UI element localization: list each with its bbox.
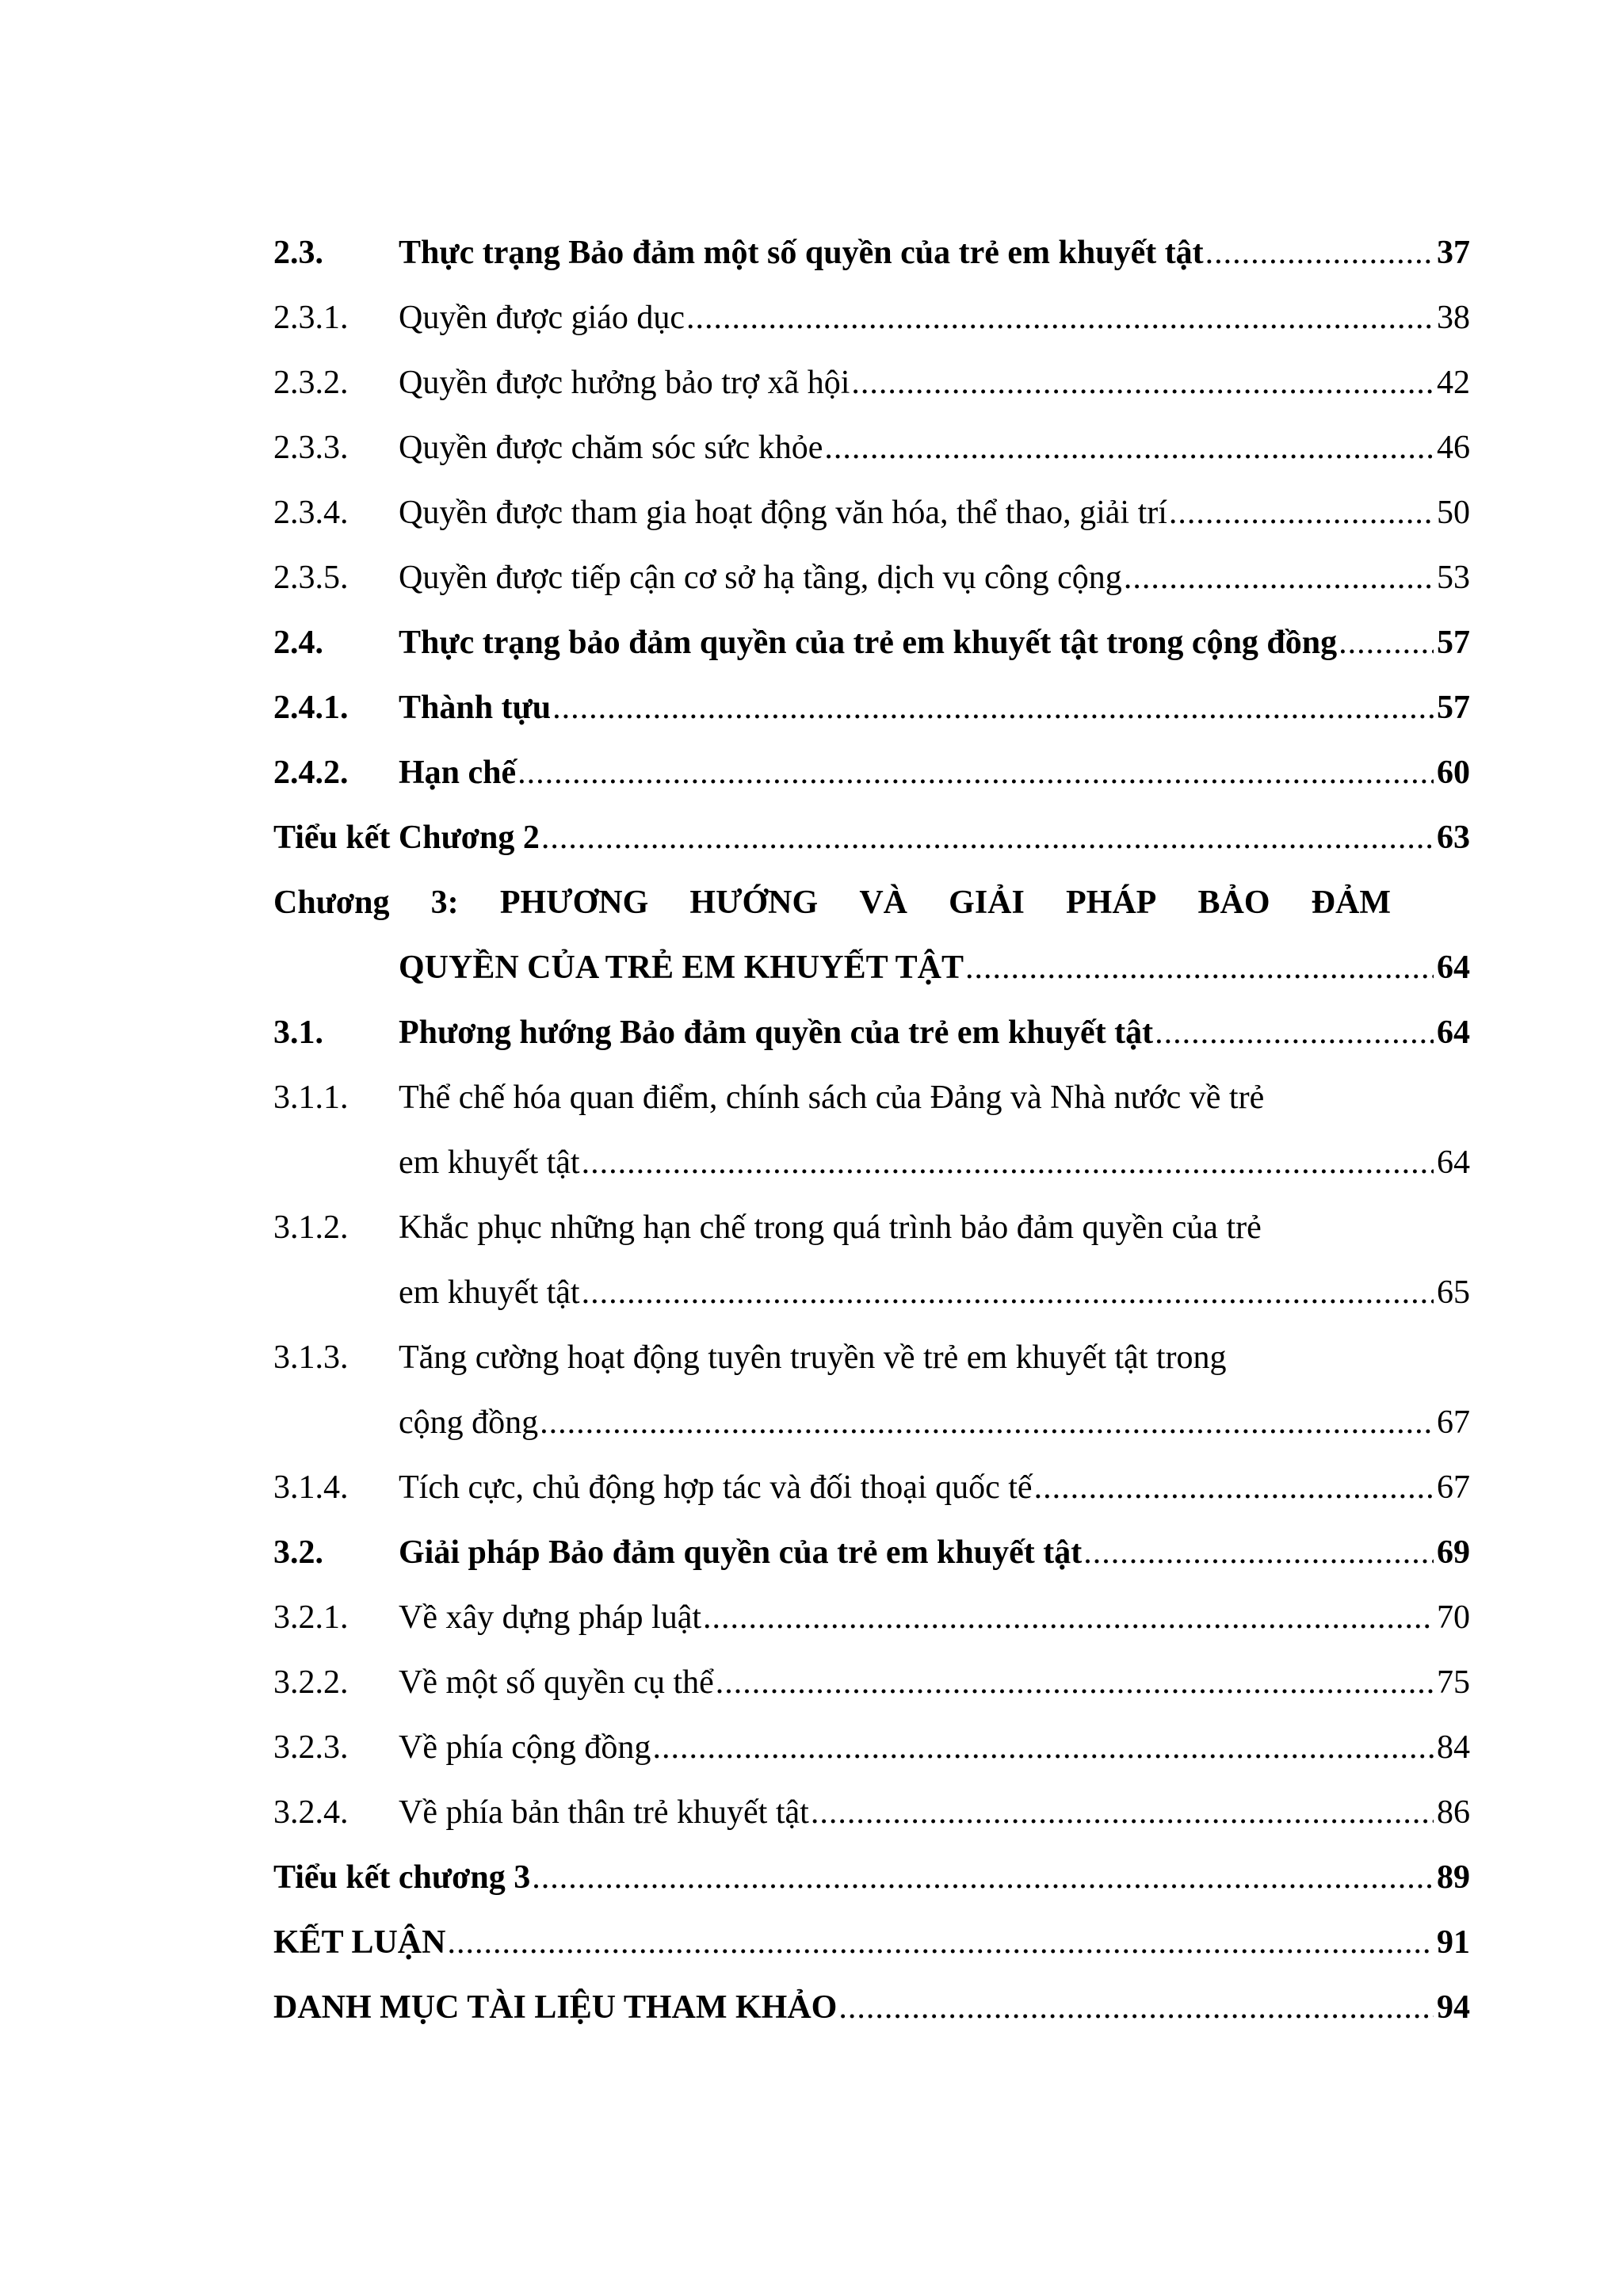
dot-leader (965, 949, 1434, 987)
toc-entry-title: DANH MỤC TÀI LIỆU THAM KHẢO (273, 1989, 838, 2026)
toc-entry-page: 86 (1437, 1794, 1470, 1831)
toc-entry-title: Thực trạng Bảo đảm một số quyền của trẻ em khuyết tật (399, 235, 1204, 271)
toc-entry[interactable] (273, 740, 1470, 805)
dot-leader (652, 1729, 1434, 1767)
toc-heading-word: VÀ (859, 884, 907, 921)
toc-entry-chapter-heading[interactable] (273, 870, 1470, 935)
toc-entry-number: 3.1.1. (273, 1079, 349, 1116)
toc-entry-page: 91 (1437, 1924, 1470, 1961)
toc-entry-page: 37 (1437, 235, 1470, 271)
toc-entry-number: 3.2.1. (273, 1599, 349, 1636)
toc-entry-title: Phương hướng Bảo đảm quyền của trẻ em khuyết tật (399, 1014, 1154, 1051)
dot-leader (1124, 559, 1434, 597)
toc-entry-page: 53 (1437, 560, 1470, 596)
toc-entry[interactable] (273, 1455, 1470, 1520)
toc-entry-number: 3.1.4. (273, 1469, 349, 1506)
toc-entry-title: cộng đồng (399, 1404, 539, 1441)
toc-entry-page: 67 (1437, 1404, 1470, 1441)
toc-entry-page: 69 (1437, 1534, 1470, 1571)
toc-entry-page: 50 (1437, 495, 1470, 531)
toc-entry-line1[interactable] (273, 1065, 1470, 1130)
toc-entry[interactable] (273, 1000, 1470, 1065)
toc-heading-word: Chương (273, 884, 390, 921)
toc-entry[interactable] (273, 1780, 1470, 1845)
toc-entry-number: 3.2. (273, 1534, 323, 1571)
dot-leader (703, 1599, 1434, 1637)
toc-entry-page: 60 (1437, 755, 1470, 791)
toc-entry-page: 42 (1437, 365, 1470, 401)
toc-entry-number: 3.2.2. (273, 1664, 349, 1701)
toc-entry[interactable] (273, 285, 1470, 350)
toc-entry-title: Thành tựu (399, 690, 552, 726)
toc-entry-title: KẾT LUẬN (273, 1924, 446, 1961)
toc-entry-title: em khuyết tật (399, 1274, 580, 1311)
dot-leader (811, 1794, 1434, 1832)
toc-entry-page: 89 (1437, 1859, 1470, 1896)
toc-entry-number: 3.1.2. (273, 1209, 349, 1246)
toc-entry-page: 57 (1437, 690, 1470, 726)
toc-entry-page: 64 (1437, 949, 1470, 986)
dot-leader (686, 299, 1434, 337)
toc-entry-title: Tiểu kết Chương 2 (273, 819, 540, 856)
dot-leader (1083, 1534, 1434, 1572)
toc-entry-title: Giải pháp Bảo đảm quyền của trẻ em khuyết tật (399, 1534, 1083, 1571)
toc-heading-word: PHÁP (1066, 884, 1157, 921)
toc-entry-title: Quyền được tham gia hoạt động văn hóa, thể thao, giải trí (399, 495, 1167, 531)
toc-entry-page: 57 (1437, 625, 1470, 661)
toc-entry-page: 63 (1437, 819, 1470, 856)
toc-entry-number: 3.1. (273, 1014, 323, 1051)
toc-entry-page: 38 (1437, 300, 1470, 336)
toc-entry-title: em khuyết tật (399, 1144, 580, 1181)
toc-entry-title: Quyền được chăm sóc sức khỏe (399, 430, 823, 466)
toc-entry-number: 3.1.3. (273, 1339, 349, 1376)
toc-entry-title: Quyền được giáo dục (399, 300, 685, 336)
toc-entry[interactable] (273, 1910, 1470, 1975)
toc-entry-title-line1: Tăng cường hoạt động tuyên truyền về trẻ em khuyết tật trong (399, 1339, 1227, 1376)
toc-entry[interactable] (273, 480, 1470, 545)
toc-entry[interactable] (273, 1390, 1470, 1455)
toc-entry[interactable] (273, 1520, 1470, 1585)
toc-entry[interactable] (273, 220, 1470, 285)
toc-entry[interactable] (273, 1975, 1470, 2040)
toc-entry-title: Tiểu kết chương 3 (273, 1859, 531, 1896)
toc-entry-number: 2.4.1. (273, 690, 349, 726)
toc-entry-number: 2.3.1. (273, 300, 349, 336)
toc-entry-title-line1 (273, 884, 1391, 922)
toc-entry-page: 94 (1437, 1989, 1470, 2026)
dot-leader (582, 1144, 1434, 1182)
toc-entry[interactable] (273, 1585, 1470, 1650)
toc-entry-number: 3.2.3. (273, 1729, 349, 1766)
dot-leader (582, 1274, 1434, 1312)
toc-entry-title: Về xây dựng pháp luật (399, 1599, 701, 1636)
dot-leader (552, 689, 1434, 727)
toc-entry-page: 84 (1437, 1729, 1470, 1766)
toc-entry[interactable] (273, 1650, 1470, 1715)
dot-leader (1169, 494, 1434, 532)
toc-entry-title-line1: Khắc phục những hạn chế trong quá trình bảo đảm quyền của trẻ (399, 1209, 1262, 1246)
toc-entry[interactable] (273, 1130, 1470, 1195)
toc-entry-title: Quyền được hưởng bảo trợ xã hội (399, 365, 850, 401)
toc-entry-title: Tích cực, chủ động hợp tác và đối thoại quốc tế (399, 1469, 1033, 1506)
toc-entry[interactable] (273, 415, 1470, 480)
dot-leader (541, 819, 1434, 857)
toc-entry-number: 2.3. (273, 235, 323, 271)
toc-entry-page: 46 (1437, 430, 1470, 466)
toc-entry[interactable] (273, 545, 1470, 610)
dot-leader (824, 429, 1434, 467)
dot-leader (838, 1988, 1434, 2027)
toc-entry-number: 2.3.3. (273, 430, 349, 466)
toc-heading-word: ĐẢM (1311, 884, 1391, 921)
toc-entry-title: QUYỀN CỦA TRẺ EM KHUYẾT TẬT (399, 949, 964, 986)
toc-entry-line1[interactable] (273, 1195, 1470, 1260)
toc-entry-number: 2.3.5. (273, 560, 349, 596)
table-of-contents (273, 220, 1470, 2040)
toc-heading-word: 3: (430, 884, 459, 921)
toc-entry-page: 64 (1437, 1144, 1470, 1181)
toc-entry[interactable] (273, 805, 1470, 870)
toc-entry-number: 2.4.2. (273, 755, 349, 791)
toc-entry-title: Quyền được tiếp cận cơ sở hạ tầng, dịch vụ công cộng (399, 560, 1122, 596)
dot-leader (851, 364, 1434, 402)
toc-entry[interactable] (273, 1715, 1470, 1780)
dot-leader (517, 754, 1434, 792)
toc-entry-title: Thực trạng bảo đảm quyền của trẻ em khuyết tật trong cộng đồng (399, 625, 1338, 661)
toc-entry-line1[interactable] (273, 1325, 1470, 1390)
toc-entry-page: 67 (1437, 1469, 1470, 1506)
toc-entry-title: Về phía cộng đồng (399, 1729, 651, 1766)
toc-entry-title-line1: Thể chế hóa quan điểm, chính sách của Đảng và Nhà nước về trẻ (399, 1079, 1265, 1116)
toc-entry-number: 2.4. (273, 625, 323, 661)
toc-entry-number: 2.3.4. (273, 495, 349, 531)
toc-entry[interactable] (273, 350, 1470, 415)
toc-entry-number: 3.2.4. (273, 1794, 349, 1831)
dot-leader (447, 1924, 1434, 1962)
dot-leader (532, 1859, 1434, 1897)
toc-heading-word: GIẢI (949, 884, 1025, 921)
dot-leader (716, 1664, 1434, 1702)
toc-entry-title: Về phía bản thân trẻ khuyết tật (399, 1794, 809, 1831)
toc-entry-number: 2.3.2. (273, 365, 349, 401)
toc-heading-word: BẢO (1197, 884, 1270, 921)
toc-entry-page: 70 (1437, 1599, 1470, 1636)
toc-entry[interactable] (273, 1260, 1470, 1325)
toc-entry-page: 64 (1437, 1014, 1470, 1051)
toc-heading-word: HƯỚNG (689, 884, 819, 921)
toc-entry-title: Về một số quyền cụ thể (399, 1664, 714, 1701)
dot-leader (1155, 1014, 1434, 1052)
toc-heading-word: PHƯƠNG (499, 884, 649, 921)
dot-leader (1205, 234, 1434, 272)
toc-entry[interactable] (273, 1845, 1470, 1910)
dot-leader (540, 1404, 1434, 1442)
dot-leader (1034, 1469, 1434, 1507)
toc-entry[interactable] (273, 675, 1470, 740)
dot-leader (1338, 624, 1434, 662)
toc-entry[interactable] (273, 935, 1470, 1000)
toc-entry-page: 75 (1437, 1664, 1470, 1701)
toc-entry-page: 65 (1437, 1274, 1470, 1311)
toc-entry[interactable] (273, 610, 1470, 675)
toc-entry-title: Hạn chế (399, 755, 517, 791)
